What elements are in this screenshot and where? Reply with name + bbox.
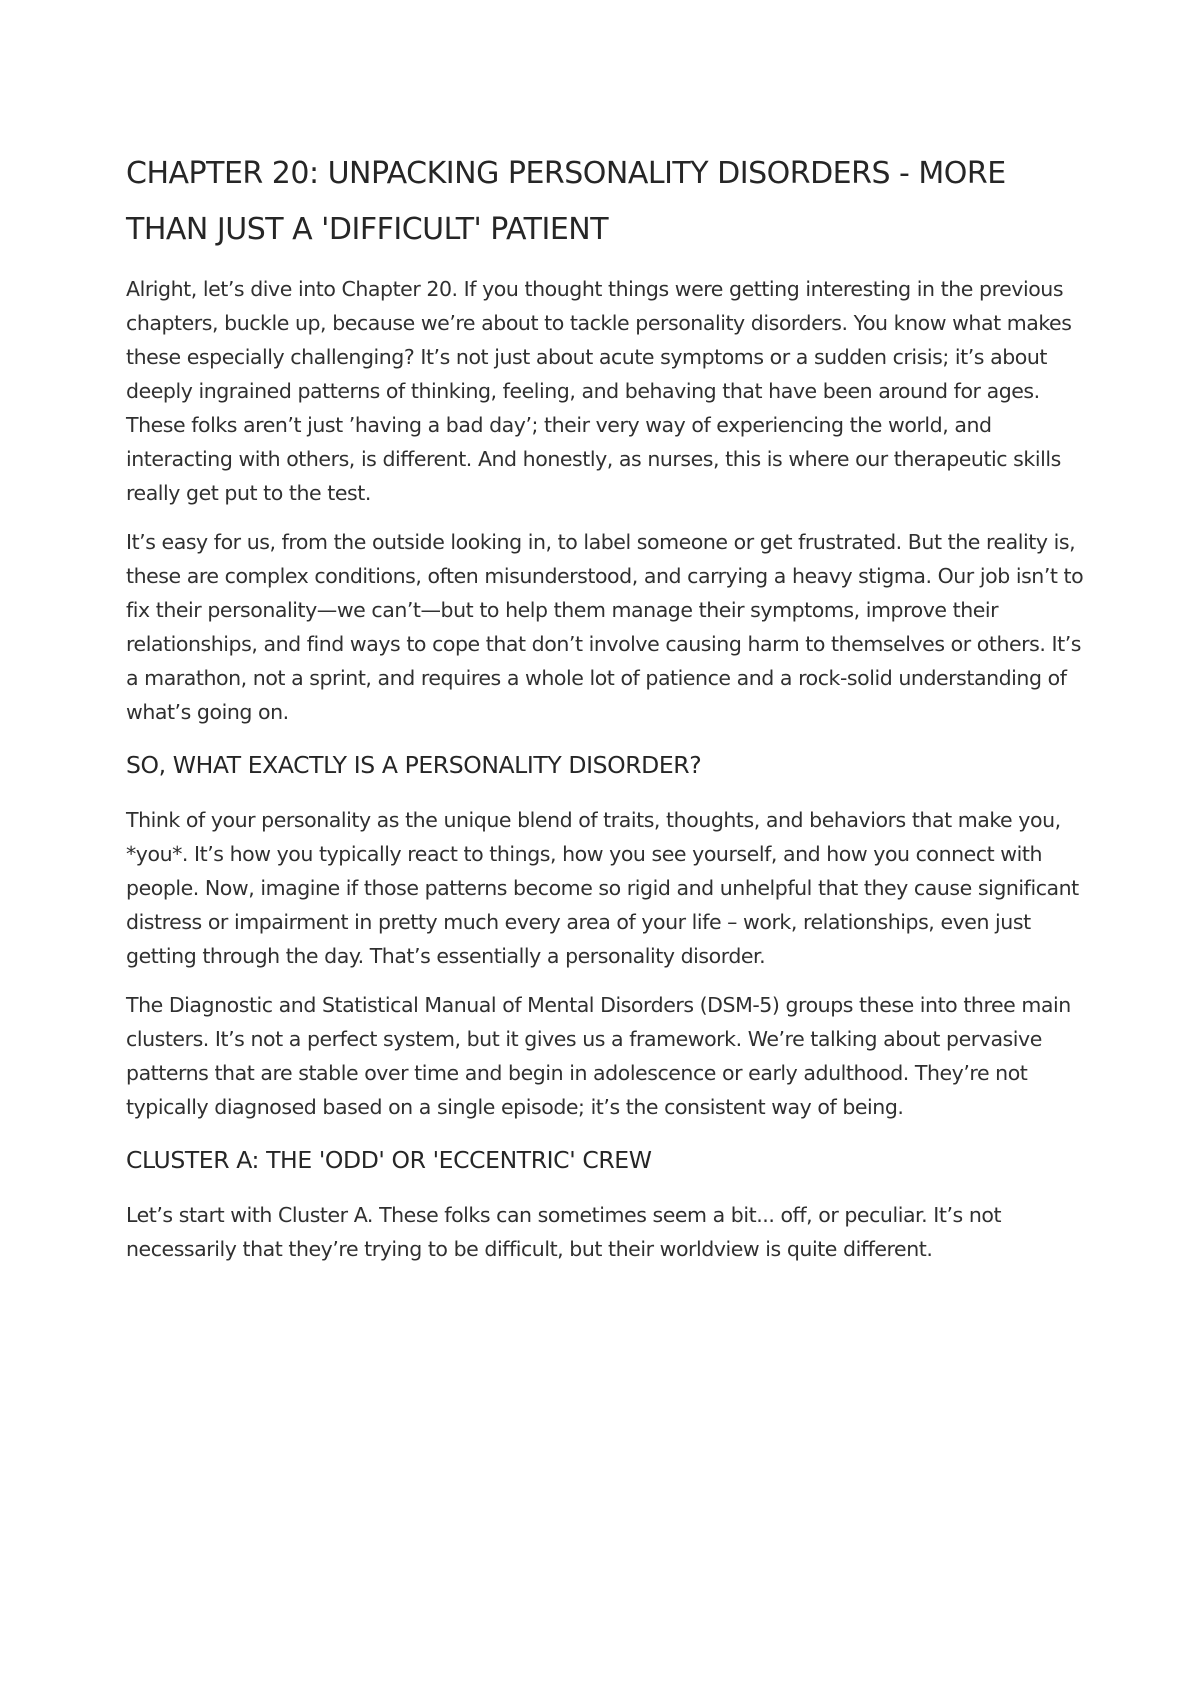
chapter-title: CHAPTER 20: UNPACKING PERSONALITY DISORDERS - MORE THAN JUST A 'DIFFICULT' PATIENT	[126, 156, 1006, 247]
intro-paragraph-2: It’s easy for us, from the outside looking in, to label someone or get frustrated. But the reality is, these are complex conditions, often misunderstood, and carrying a heavy stigma. Our job isn’t to fix their personality—we can’t—but to help them manage their symptoms, improve their relationships, and find ways to cope that don’t involve causing harm to themselves or others. It’s a marathon, not a sprint, and requires a whole lot of patience and a rock-solid understanding of what’s going on.	[126, 530, 1084, 724]
section-heading-cluster-a: CLUSTER A: THE 'ODD' OR 'ECCENTRIC' CREW	[126, 1146, 652, 1174]
section1-paragraph-2: The Diagnostic and Statistical Manual of Mental Disorders (DSM-5) groups these into three main clusters. It’s not a perfect system, but it gives us a framework. We’re talking about pervasive patterns that are stable over time and begin in adolescence or early adulthood. They’re not typically diagnosed based on a single episode; it’s the consistent way of being.	[126, 993, 1071, 1119]
section1-paragraph-1: Think of your personality as the unique blend of traits, thoughts, and behaviors that make you, *you*. It’s how you typically react to things, how you see yourself, and how you connect with people. Now, imagine if those patterns become so rigid and unhelpful that they cause significant distress or impairment in pretty much every area of your life – work, relationships, even just getting through the day. That’s essentially a personality disorder.	[126, 808, 1079, 968]
section2-paragraph-1: Let’s start with Cluster A. These folks can sometimes seem a bit... off, or peculiar. It’s not necessarily that they’re trying to be difficult, but their worldview is quite different.	[126, 1203, 1002, 1261]
document-page	[126, 146, 1086, 1281]
section-heading-what-is: SO, WHAT EXACTLY IS A PERSONALITY DISORDER?	[126, 751, 702, 779]
intro-paragraph-1: Alright, let’s dive into Chapter 20. If you thought things were getting interesting in the previous chapters, buckle up, because we’re about to tackle personality disorders. You know what makes these especially challenging? It’s not just about acute symptoms or a sudden crisis; it’s about deeply ingrained patterns of thinking, feeling, and behaving that have been around for ages. These folks aren’t just ’having a bad day’; their very way of experiencing the world, and interacting with others, is different. And honestly, as nurses, this is where our therapeutic skills really get put to the test.	[126, 277, 1072, 505]
